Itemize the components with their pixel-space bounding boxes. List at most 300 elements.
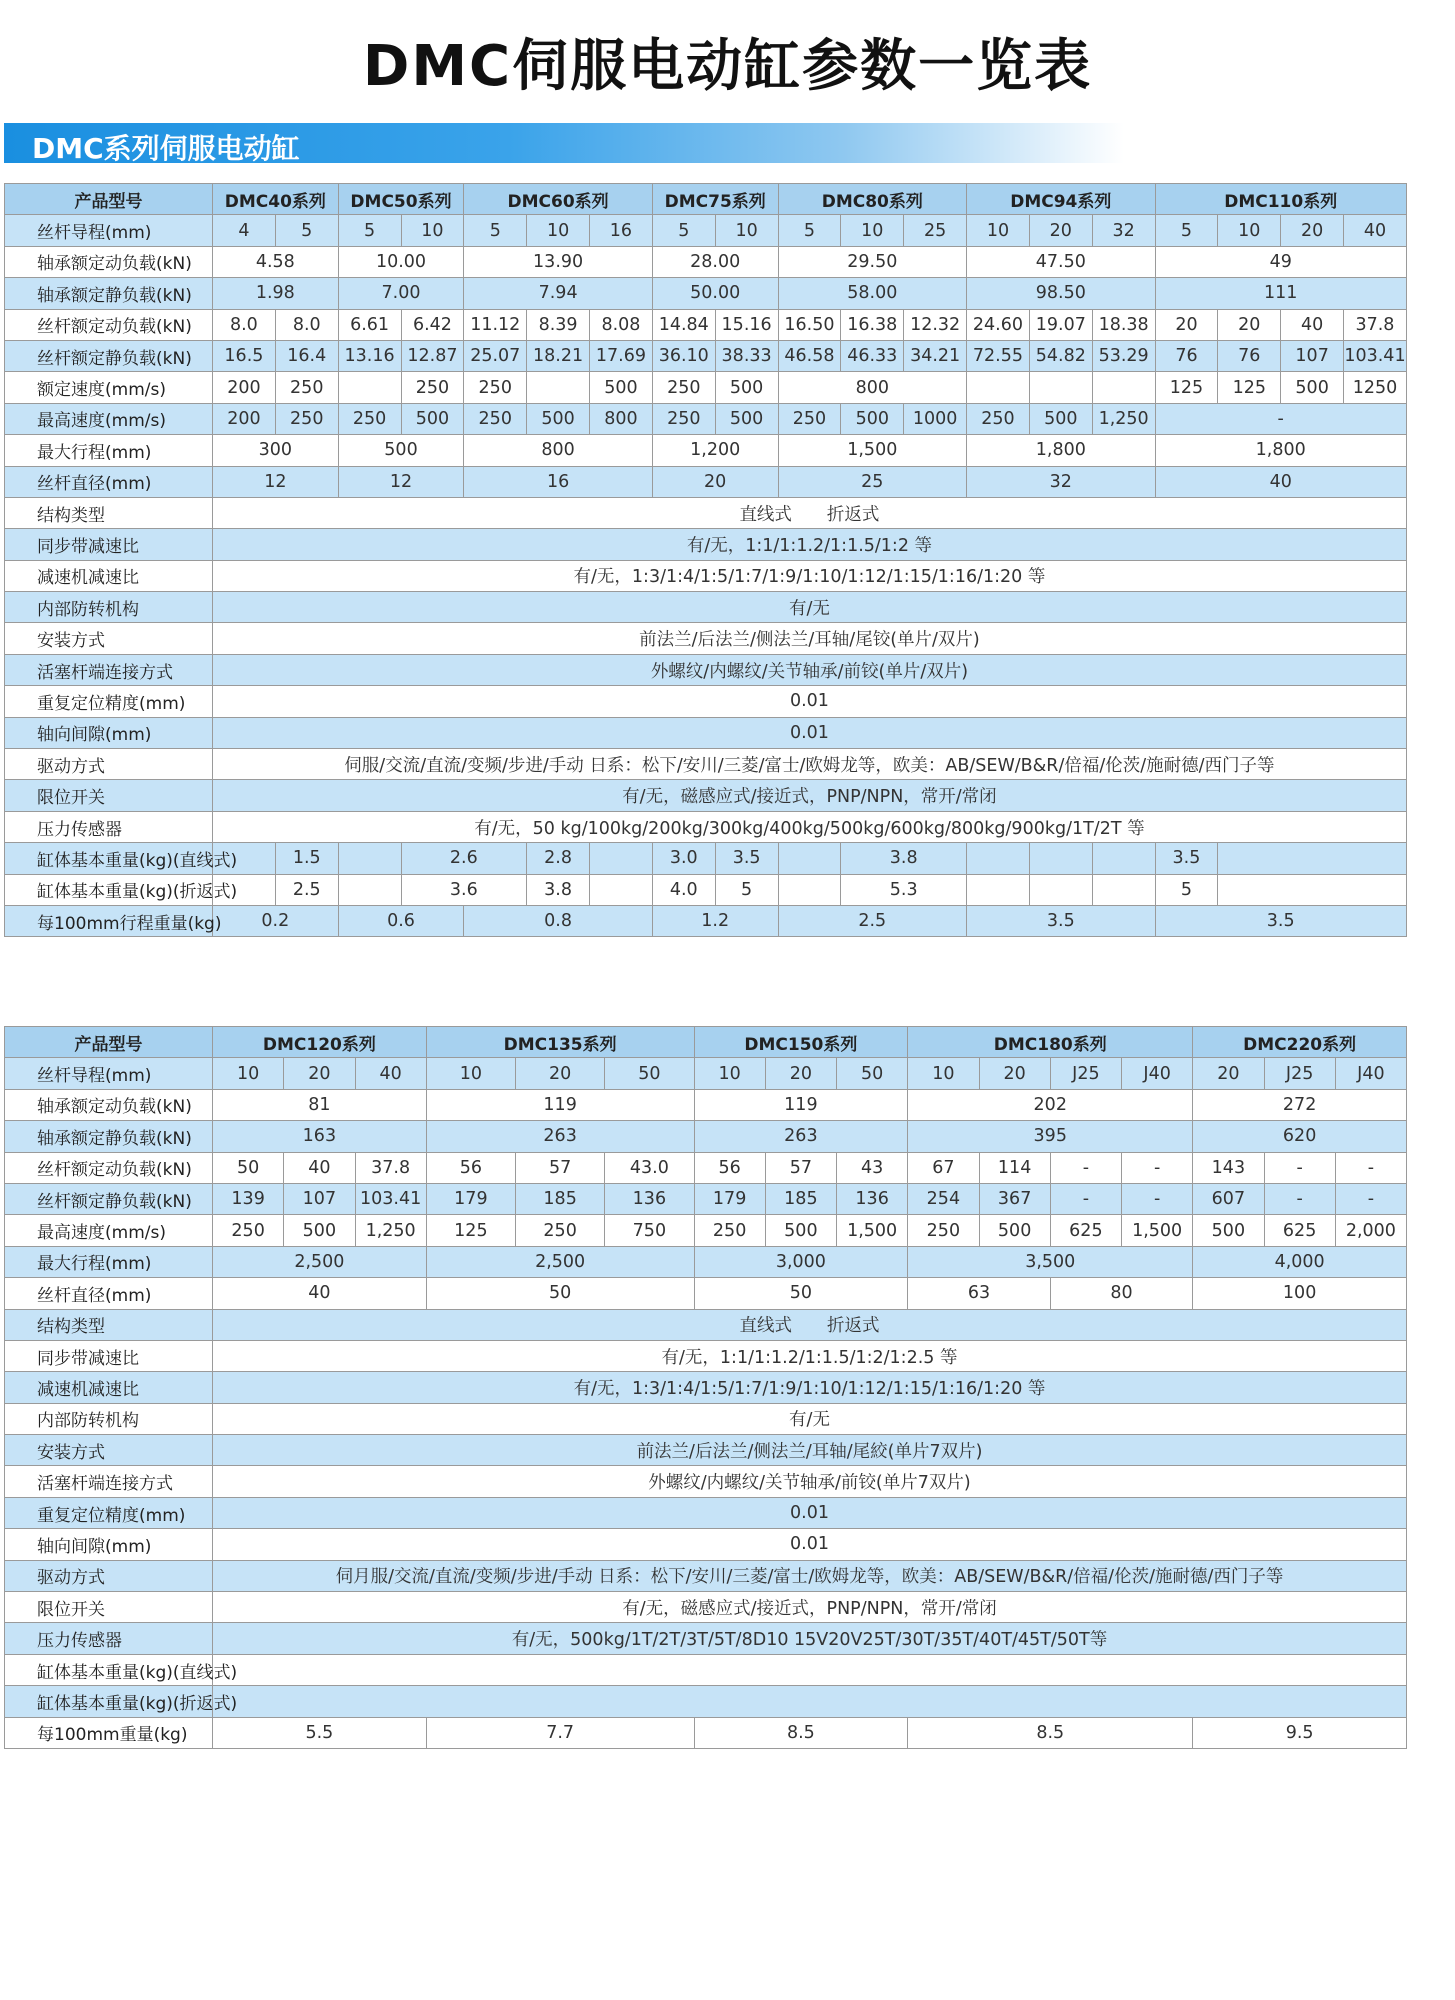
table-cell: 500 [715,403,778,434]
table-cell: 5.5 [213,1717,427,1748]
row-label: 轴承额定静负载(kN) [5,278,213,309]
table-cell: 10 [841,215,904,246]
table-row [5,1278,1407,1309]
table-cell: 3,000 [694,1246,908,1277]
table-cell: 6.61 [338,309,401,340]
table-cell: 40 [1155,466,1406,497]
table-cell: 800 [778,372,967,403]
table-cell: 10 [908,1058,979,1089]
table-cell: 250 [275,372,338,403]
table-cell: 250 [694,1215,765,1246]
table-cell: 250 [464,403,527,434]
table-cell: 263 [426,1121,694,1152]
table-cell [338,372,401,403]
table-cell: 3.0 [652,843,715,874]
table-cell: 1,250 [355,1215,426,1246]
table-cell: 10 [694,1058,765,1089]
table-cell: 20 [1155,309,1218,340]
row-label: 丝杆直径(mm) [5,466,213,497]
table-cell: 8.0 [213,309,276,340]
table-cell: 18.38 [1092,309,1155,340]
row-label: 结构类型 [5,497,213,528]
table-cell: 136 [837,1183,908,1214]
table-cell: 5 [1155,215,1218,246]
table-cell: 13.90 [464,246,653,277]
table-cell: 10 [213,1058,284,1089]
table-cell: J40 [1122,1058,1193,1089]
table-cell: 500 [401,403,464,434]
table-cell: 250 [516,1215,605,1246]
table-cell: 0.6 [338,905,464,936]
table-row [5,466,1407,497]
table-cell: 5 [275,215,338,246]
table-cell [1092,372,1155,403]
table-cell: DMC80系列 [778,184,967,215]
row-label: 缸体基本重量(kg)(折返式) [5,874,213,905]
table-cell: 伺月服/交流/直流/变频/步进/手动 日系：松下/安川/三菱/富士/欧姆龙等，欧美：AB/SEW/B&R/倍福/伦茨/施耐德/西门子等 [213,1560,1407,1591]
row-label: 同步带减速比 [5,1340,213,1371]
table-cell [1218,843,1406,874]
row-label: 产品型号 [5,184,213,215]
table-row [5,592,1407,623]
table-cell: DMC110系列 [1155,184,1406,215]
table-row [5,1152,1407,1183]
row-label: 压力传感器 [5,811,213,842]
table-cell: DMC94系列 [967,184,1156,215]
table-cell: DMC150系列 [694,1027,908,1058]
table-cell: 200 [213,372,276,403]
table-row [5,1183,1407,1214]
table-cell: 100 [1193,1278,1407,1309]
table-cell: 4 [213,215,276,246]
table-row [5,1215,1407,1246]
table-cell: 0.01 [213,686,1407,717]
spec-table-1 [4,183,1407,937]
table-cell [967,372,1030,403]
table-cell: 7.00 [338,278,464,309]
table-cell: 20 [1029,215,1092,246]
table-cell: 163 [213,1121,427,1152]
table-cell: 98.50 [967,278,1156,309]
table-row [5,340,1407,371]
table-cell: 125 [1218,372,1281,403]
table-cell: 3.5 [967,905,1156,936]
table-cell: 57 [765,1152,836,1183]
table-cell: 67 [908,1152,979,1183]
table-cell: 1,800 [967,435,1156,466]
table-cell: 2,000 [1335,1215,1406,1246]
table-cell: - [1264,1152,1335,1183]
table-cell: 1000 [904,403,967,434]
table-row [5,811,1407,842]
table-cell: 5 [464,215,527,246]
row-label: 丝杆额定静负载(kN) [5,340,213,371]
page-title: DMC伺服电动缸参数一览表 [362,34,1093,99]
table-cell: 1,250 [1092,403,1155,434]
table-cell: 185 [516,1183,605,1214]
table-cell: 20 [979,1058,1050,1089]
table-cell: - [1264,1183,1335,1214]
row-label: 重复定位精度(mm) [5,1497,213,1528]
table-cell: 24.60 [967,309,1030,340]
table-cell: 10 [967,215,1030,246]
table-cell: 40 [1344,215,1407,246]
table-cell: 28.00 [652,246,778,277]
table-cell: 20 [1218,309,1281,340]
table-cell: DMC180系列 [908,1027,1193,1058]
table-row [5,215,1407,246]
table-cell: 40 [284,1152,355,1183]
table-cell: 3.8 [841,843,967,874]
table-cell: 76 [1218,340,1281,371]
table-cell: 32 [967,466,1156,497]
table-cell: 367 [979,1183,1050,1214]
row-label: 轴承额定静负载(kN) [5,1121,213,1152]
row-label: 每100mm重量(kg) [5,1717,213,1748]
table-cell [1029,874,1092,905]
table-cell: 直线式 折返式 [213,497,1407,528]
table-cell: 有/无，500kg/1T/2T/3T/5T/8D10 15V20V25T/30T/35T/40T/45T/50T等 [213,1623,1407,1654]
table-cell: 1.5 [275,843,338,874]
row-label: 安装方式 [5,1435,213,1466]
table-cell: 2.5 [778,905,967,936]
table-cell [967,843,1030,874]
table-cell: 有/无，50 kg/100kg/200kg/300kg/400kg/500kg/600kg/800kg/900kg/1T/2T 等 [213,811,1407,842]
row-label: 限位开关 [5,1592,213,1623]
table-cell: 20 [1281,215,1344,246]
table-cell: 139 [213,1183,284,1214]
table-cell: 4.58 [213,246,339,277]
row-label: 缸体基本重量(kg)(直线式) [5,843,213,874]
table-cell: 15.16 [715,309,778,340]
table-cell: 119 [694,1089,908,1120]
table-cell: 34.21 [904,340,967,371]
table-cell: 250 [401,372,464,403]
row-label: 丝杆额定动负载(kN) [5,1152,213,1183]
table-cell: 607 [1193,1183,1264,1214]
table-cell: 0.01 [213,1497,1407,1528]
table-cell: 3.5 [715,843,778,874]
table-cell: 5 [1155,874,1218,905]
table-cell: 80 [1050,1278,1193,1309]
table-cell: 有/无，1:3/1:4/1:5/1:7/1:9/1:10/1:12/1:15/1:16/1:20 等 [213,560,1407,591]
table-cell: - [1335,1183,1406,1214]
table-cell: 50 [694,1278,908,1309]
row-label: 减速机减速比 [5,1372,213,1403]
row-label: 内部防转机构 [5,592,213,623]
table-cell: 20 [284,1058,355,1089]
table-cell [590,874,653,905]
table-cell: DMC220系列 [1193,1027,1407,1058]
table-row [5,654,1407,685]
table-cell: 103.41 [1344,340,1407,371]
row-label: 每100mm行程重量(kg) [5,905,213,936]
row-label: 丝杆额定静负载(kN) [5,1183,213,1214]
table-cell: 外螺纹/内螺纹/关节轴承/前铰(单片/双片) [213,654,1407,685]
row-label: 最高速度(mm/s) [5,403,213,434]
table-cell: 50 [605,1058,694,1089]
table-cell: 43.0 [605,1152,694,1183]
table-cell: 有/无，1:1/1:1.2/1:1.5/1:2/1:2.5 等 [213,1340,1407,1371]
table-cell: 250 [967,403,1030,434]
table-cell: DMC75系列 [652,184,778,215]
table-cell [967,874,1030,905]
table-cell: 119 [426,1089,694,1120]
table-cell: 49 [1155,246,1406,277]
table-row [5,686,1407,717]
section-banner-label: DMC系列伺服电动缸 [32,132,300,165]
table-cell: 20 [765,1058,836,1089]
table-cell: 38.33 [715,340,778,371]
table-cell: 25.07 [464,340,527,371]
table-cell: 16 [590,215,653,246]
table-cell: 12 [213,466,339,497]
table-cell: 10 [401,215,464,246]
table-cell: 202 [908,1089,1193,1120]
table-row [5,1027,1407,1058]
table-cell: 25 [778,466,967,497]
table-row [5,717,1407,748]
row-label: 丝杆直径(mm) [5,1278,213,1309]
table-cell: 185 [765,1183,836,1214]
table-cell: 40 [355,1058,426,1089]
table-cell: 250 [275,403,338,434]
row-label: 结构类型 [5,1309,213,1340]
table-cell: 1,200 [652,435,778,466]
table-row [5,1529,1407,1560]
row-label: 压力传感器 [5,1623,213,1654]
table-cell: 1,500 [837,1215,908,1246]
row-label: 减速机减速比 [5,560,213,591]
table-cell: 111 [1155,278,1406,309]
row-label: 最大行程(mm) [5,435,213,466]
table-cell: 56 [694,1152,765,1183]
row-label: 轴向间隙(mm) [5,1529,213,1560]
table-cell: 500 [284,1215,355,1246]
table-cell: 63 [908,1278,1051,1309]
table-cell: 20 [652,466,778,497]
table-cell: 58.00 [778,278,967,309]
table-cell: 54.82 [1029,340,1092,371]
table-cell: 8.39 [527,309,590,340]
table-cell: 179 [426,1183,515,1214]
table-row [5,874,1407,905]
table-cell: 125 [1155,372,1218,403]
table-cell: 250 [338,403,401,434]
table-row [5,749,1407,780]
table-cell: 10 [527,215,590,246]
table-cell: 107 [1281,340,1344,371]
table-cell: 0.01 [213,1529,1407,1560]
table-cell [778,874,841,905]
row-label: 最高速度(mm/s) [5,1215,213,1246]
table-cell: 3.5 [1155,843,1218,874]
table-row [5,309,1407,340]
table-cell: 16.4 [275,340,338,371]
table-cell: - [1122,1183,1193,1214]
row-label: 驱动方式 [5,749,213,780]
row-label: 驱动方式 [5,1560,213,1591]
table-cell: 13.16 [338,340,401,371]
table-cell: 10 [1218,215,1281,246]
table-cell: 0.8 [464,905,653,936]
table-cell: 3.8 [527,874,590,905]
table-row [5,1466,1407,1497]
table-cell: 1.98 [213,278,339,309]
row-label: 缸体基本重量(kg)(直线式) [5,1654,213,1685]
table-cell: 56 [426,1152,515,1183]
table-row [5,905,1407,936]
table-cell: 有/无，1:1/1:1.2/1:1.5/1:2 等 [213,529,1407,560]
table-cell: 37.8 [1344,309,1407,340]
table-cell: 46.58 [778,340,841,371]
table-cell: 有/无，1:3/1:4/1:5/1:7/1:9/1:10/1:12/1:15/1:16/1:20 等 [213,1372,1407,1403]
table-cell: 25 [904,215,967,246]
table-row [5,1309,1407,1340]
table-cell: 1,500 [1122,1215,1193,1246]
table-cell [213,1654,1407,1685]
table-cell: 7.94 [464,278,653,309]
table-row [5,1340,1407,1371]
table-cell: 5.3 [841,874,967,905]
row-label: 缸体基本重量(kg)(折返式) [5,1686,213,1717]
table-cell: 37.8 [355,1152,426,1183]
row-label: 丝杆导程(mm) [5,215,213,246]
table-row [5,184,1407,215]
table-cell: DMC60系列 [464,184,653,215]
table-cell: 11.12 [464,309,527,340]
table-row [5,780,1407,811]
table-cell: 3.5 [1155,905,1406,936]
table-cell: - [1050,1183,1121,1214]
table-cell: 50 [837,1058,908,1089]
table-row [5,1089,1407,1120]
table-cell: 16.5 [213,340,276,371]
table-cell: 200 [213,403,276,434]
table-cell [213,1686,1407,1717]
table-cell: 2.6 [401,843,527,874]
row-label: 限位开关 [5,780,213,811]
row-label: 最大行程(mm) [5,1246,213,1277]
table-row [5,1560,1407,1591]
row-label: 轴承额定动负载(kN) [5,246,213,277]
table-cell: - [1050,1152,1121,1183]
table-cell [1218,874,1406,905]
table-cell: 17.69 [590,340,653,371]
table-cell: 12.87 [401,340,464,371]
table-cell: 500 [765,1215,836,1246]
table-cell: J40 [1335,1058,1406,1089]
table-cell: 32 [1092,215,1155,246]
table-row [5,843,1407,874]
table-cell: 620 [1193,1121,1407,1152]
table-cell: 1,500 [778,435,967,466]
table-cell: 136 [605,1183,694,1214]
table-cell: 50.00 [652,278,778,309]
table-cell: 43 [837,1152,908,1183]
table-row [5,372,1407,403]
row-label: 额定速度(mm/s) [5,372,213,403]
table-cell: 750 [605,1215,694,1246]
table-cell: 800 [464,435,653,466]
table-cell: 前法兰/后法兰/侧法兰/耳轴/尾絞(单片7双片) [213,1435,1407,1466]
table-cell: 前法兰/后法兰/侧法兰/耳轴/尾铰(单片/双片) [213,623,1407,654]
table-cell: 50 [426,1278,694,1309]
table-cell: 8.08 [590,309,653,340]
spec-table-2 [4,1026,1407,1749]
table-cell: 500 [338,435,464,466]
table-cell: 0.2 [213,905,339,936]
table-cell: 10 [426,1058,515,1089]
table-cell: 直线式 折返式 [213,1309,1407,1340]
table-cell [338,843,401,874]
table-cell: 625 [1050,1215,1121,1246]
table-cell: 272 [1193,1089,1407,1120]
table-cell: 500 [590,372,653,403]
table-cell: 7.7 [426,1717,694,1748]
row-label: 活塞杆端连接方式 [5,1466,213,1497]
table-cell: 1,800 [1155,435,1406,466]
table-cell: J25 [1264,1058,1335,1089]
table-cell: 外螺纹/内螺纹/关节轴承/前铰(单片7双片) [213,1466,1407,1497]
table-cell: - [1155,403,1406,434]
table-cell: 有/无，磁感应式/接近式，PNP/NPN，常开/常闭 [213,1592,1407,1623]
table-cell: 6.42 [401,309,464,340]
table-cell: 10.00 [338,246,464,277]
table-cell: 有/无，磁感应式/接近式，PNP/NPN，常开/常闭 [213,780,1407,811]
table-cell: - [1122,1152,1193,1183]
table-cell: 10 [715,215,778,246]
table-cell: 53.29 [1092,340,1155,371]
table-row [5,1686,1407,1717]
table-cell [778,843,841,874]
table-cell: 36.10 [652,340,715,371]
table-cell [1029,372,1092,403]
row-label: 安装方式 [5,623,213,654]
table-cell: 500 [1029,403,1092,434]
table-cell: - [1335,1152,1406,1183]
table-cell: 14.84 [652,309,715,340]
table-row [5,1435,1407,1466]
table-cell: 103.41 [355,1183,426,1214]
table-cell: 19.07 [1029,309,1092,340]
row-label: 活塞杆端连接方式 [5,654,213,685]
table-cell: DMC135系列 [426,1027,694,1058]
table-cell: 263 [694,1121,908,1152]
table-cell: 250 [213,1215,284,1246]
table-cell [338,874,401,905]
table-cell: 500 [1281,372,1344,403]
row-label: 内部防转机构 [5,1403,213,1434]
table-cell: 250 [464,372,527,403]
table-cell: 有/无 [213,1403,1407,1434]
table-cell: 0.01 [213,717,1407,748]
table-cell: 500 [715,372,778,403]
table-cell: J25 [1050,1058,1121,1089]
table-cell: 12.32 [904,309,967,340]
table-cell: 250 [778,403,841,434]
table-cell: 40 [213,1278,427,1309]
row-label: 轴承额定动负载(kN) [5,1089,213,1120]
table-cell: 2.5 [275,874,338,905]
table-cell: 12 [338,466,464,497]
table-row [5,1403,1407,1434]
table-cell: 40 [1281,309,1344,340]
table-cell: 81 [213,1089,427,1120]
table-cell: 5 [715,874,778,905]
table-cell: 8.0 [275,309,338,340]
table-row [5,278,1407,309]
